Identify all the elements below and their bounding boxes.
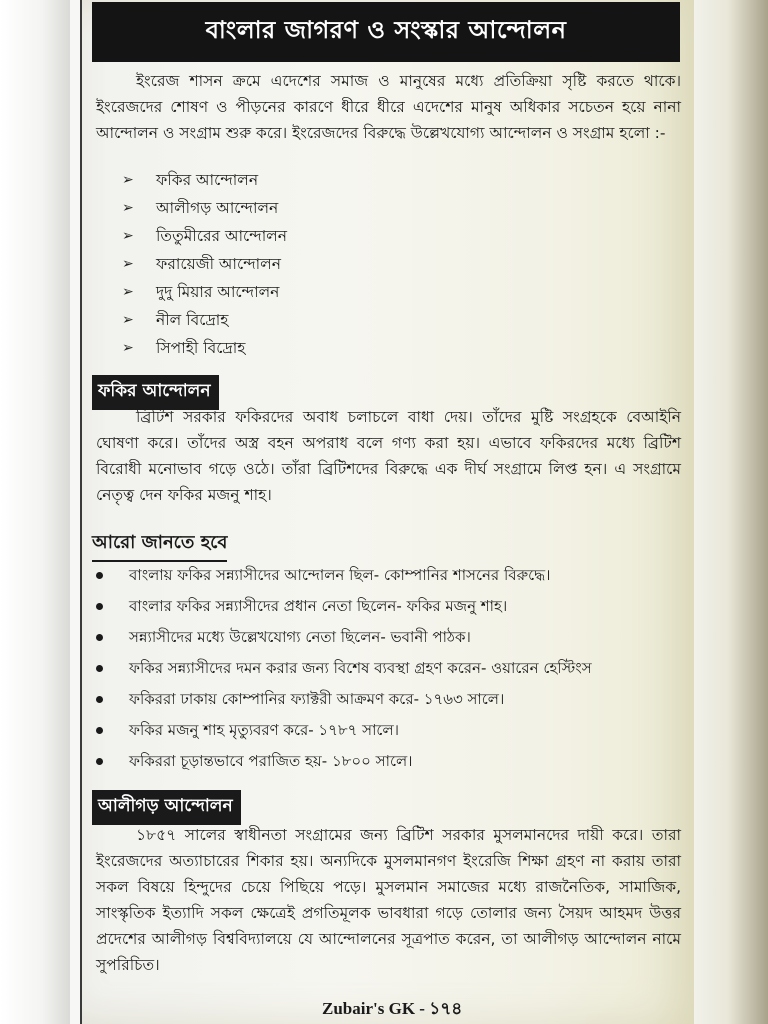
fakir-text: ব্রিটিশ সরকার ফকিরদের অবাধ চলাচলে বাধা দেয়। তাঁদের মুষ্টি সংগ্রহকে বেআইনি ঘোষণা করে। তাঁদের অস্ত্র বহন অপরাধ বলে গণ্য করা হয়। এভাবে ফকিরদের মধ্যে ব্রিটিশ বিরোধী মনোভাব গড়ে ওঠে। তাঁরা ব্রিটিশদের বিরুদ্ধে এক দীর্ঘ সংগ্রামে লিপ্ত হন। এ সংগ্রামে নেতৃত্ব দেন ফকির মজনু শাহ। bbox=[96, 408, 681, 504]
list-item: ➢ ফকির আন্দোলন bbox=[122, 166, 522, 194]
arrow-icon: ➢ bbox=[122, 200, 134, 216]
arrow-icon: ➢ bbox=[122, 284, 134, 300]
list-item: ফকির মজনু শাহ মৃত্যুবরণ করে- ১৭৮৭ সালে। bbox=[92, 715, 682, 746]
facts-list bbox=[92, 560, 682, 777]
aligarh-paragraph bbox=[96, 822, 681, 978]
more-to-know-heading: আরো জানতে হবে bbox=[92, 528, 227, 562]
title-banner bbox=[92, 2, 680, 62]
movements-list bbox=[122, 166, 522, 362]
fakir-section-heading: ফকির আন্দোলন bbox=[92, 375, 219, 410]
list-item: ফকিররা চূড়ান্তভাবে পরাজিত হয়- ১৮০০ সালে। bbox=[92, 746, 682, 777]
arrow-icon: ➢ bbox=[122, 312, 134, 328]
arrow-icon: ➢ bbox=[122, 228, 134, 244]
list-item: ➢ আলীগড় আন্দোলন bbox=[122, 194, 522, 222]
list-item: সন্ন্যাসীদের মধ্যে উল্লেখযোগ্য নেতা ছিলেন- ভবানী পাঠক। bbox=[92, 622, 682, 653]
page-title: বাংলার জাগরণ ও সংস্কার আন্দোলন bbox=[205, 16, 567, 44]
list-item: ➢ দুদু মিয়ার আন্দোলন bbox=[122, 278, 522, 306]
left-margin-shade bbox=[0, 0, 70, 1024]
arrow-icon: ➢ bbox=[122, 256, 134, 272]
list-item: ➢ সিপাহী বিদ্রোহ bbox=[122, 334, 522, 362]
list-item: ➢ ফরায়েজী আন্দোলন bbox=[122, 250, 522, 278]
aligarh-section-heading: আলীগড় আন্দোলন bbox=[92, 790, 241, 825]
list-item: বাংলার ফকির সন্ন্যাসীদের প্রধান নেতা ছিলেন- ফকির মজনু শাহ। bbox=[92, 591, 682, 622]
list-item: ➢ নীল বিদ্রোহ bbox=[122, 306, 522, 334]
arrow-icon: ➢ bbox=[122, 340, 134, 356]
bullet-icon bbox=[96, 634, 103, 641]
bullet-icon bbox=[96, 727, 103, 734]
intro-paragraph bbox=[96, 68, 681, 146]
arrow-icon: ➢ bbox=[122, 172, 134, 188]
bullet-icon bbox=[96, 665, 103, 672]
bullet-icon bbox=[96, 696, 103, 703]
list-item: বাংলায় ফকির সন্ন্যাসীদের আন্দোলন ছিল- কোম্পানির শাসনের বিরুদ্ধে। bbox=[92, 560, 682, 591]
right-margin-shade bbox=[688, 0, 768, 1024]
list-item: ➢ তিতুমীরের আন্দোলন bbox=[122, 222, 522, 250]
fakir-paragraph bbox=[96, 404, 681, 508]
page-footer: Zubair's GK - ১৭৪ bbox=[322, 999, 463, 1018]
intro-text: ইংরেজ শাসন ক্রমে এদেশের সমাজ ও মানুষের মধ্যে প্রতিক্রিয়া সৃষ্টি করতে থাকে। ইংরেজদের শোষণ ও পীড়নের কারণে ধীরে ধীরে এদেশের মানুষ অধিকার সচেতন হয়ে নানা আন্দোলন ও সংগ্রাম শুরু করে। ইংরেজদের বিরুদ্ধে উল্লেখযোগ্য আন্দোলন ও সংগ্রাম হলো :- bbox=[96, 72, 681, 142]
bullet-icon bbox=[96, 572, 103, 579]
bullet-icon bbox=[96, 603, 103, 610]
book-page bbox=[80, 0, 694, 1024]
bullet-icon bbox=[96, 758, 103, 765]
list-item: ফকির সন্ন্যাসীদের দমন করার জন্য বিশেষ ব্যবস্থা গ্রহণ করেন- ওয়ারেন হেস্টিংস bbox=[92, 653, 682, 684]
aligarh-text: ১৮৫৭ সালের স্বাধীনতা সংগ্রামের জন্য ব্রিটিশ সরকার মুসলমানদের দায়ী করে। তারা ইংরেজদের অত্যাচারের শিকার হয়। অন্যদিকে মুসলমানগণ ইংরেজি শিক্ষা গ্রহণ না করায় তারা সকল বিষয়ে হিন্দুদের চেয়ে পিছিয়ে পড়ে। মুসলমান সমাজের মধ্যে রাজনৈতিক, সামাজিক, সাংস্কৃতিক ইত্যাদি সকল ক্ষেত্রেই প্রগতিমূলক ভাবধারা গড়ে তোলার জন্য সৈয়দ আহমদ উত্তর প্রদেশের আলীগড় বিশ্ববিদ্যালয়ে যে আন্দোলনের সূত্রপাত করেন, তা আলীগড় আন্দোলন নামে সুপরিচিত। bbox=[96, 826, 681, 974]
list-item: ফকিররা ঢাকায় কোম্পানির ফ্যাক্টরী আক্রমণ করে- ১৭৬৩ সালে। bbox=[92, 684, 682, 715]
